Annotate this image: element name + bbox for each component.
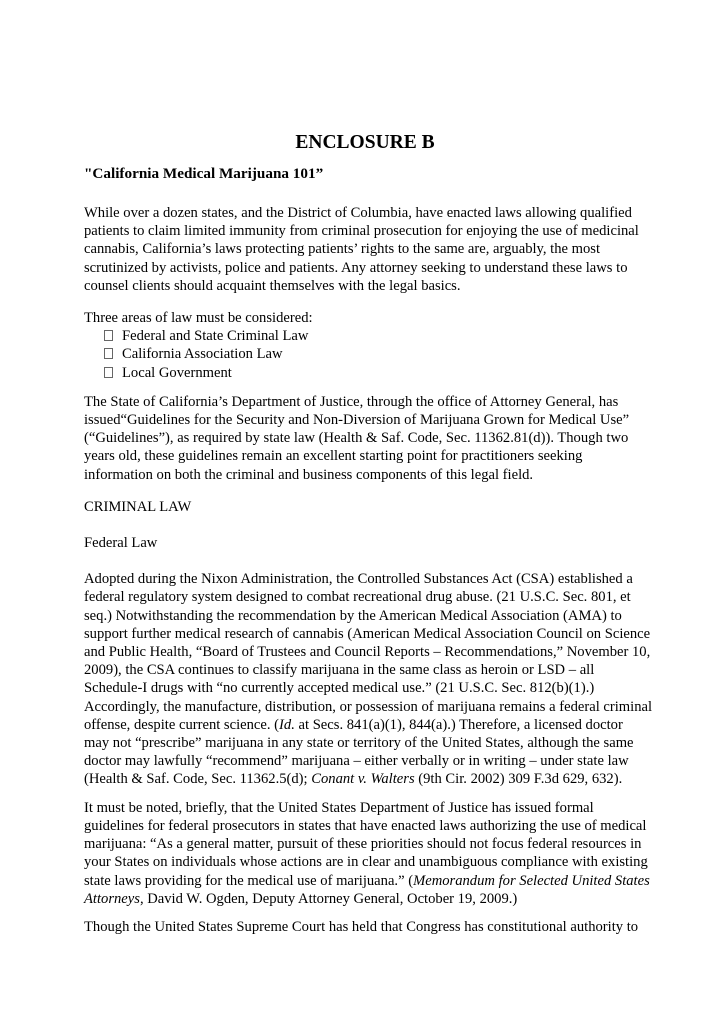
text-line: Adopted during the Nixon Administration, the Controlled Substances Act (CSA) established a xyxy=(84,571,633,588)
text-line: Though the United States Supreme Court has held that Congress has constitutional authority to xyxy=(84,918,639,935)
text-line xyxy=(84,890,646,908)
doj-guidelines-paragraph xyxy=(84,799,650,908)
text-line: (“Guidelines”), as required by state law (Health & Saf. Code, Sec. 11362.81(d)). Though two xyxy=(84,430,629,447)
text-line: seq.) Notwithstanding the recommendation by the American Medical Association (AMA) to xyxy=(84,607,622,624)
list-item-label: Local Government xyxy=(122,364,232,381)
text-line: It must be noted, briefly, that the United States Department of Justice has issued formal xyxy=(84,799,594,816)
text-line: issued“Guidelines for the Security and Non-Diversion of Marijuana Grown for Medical Use” xyxy=(84,412,630,429)
text-line: Schedule-I drugs with “no currently accepted medical use.” (21 U.S.C. Sec. 812(b)(1).) xyxy=(84,680,595,697)
text-line: and Public Health, “Board of Trustees and Council Reports – Recommendations,” November 10, xyxy=(84,644,651,661)
text-segment: offense, despite current science. ( xyxy=(84,716,280,733)
text-line xyxy=(84,716,646,734)
text-line: federal regulatory system designed to combat recreational drug abuse. (21 U.S.C. Sec. 801, et xyxy=(84,589,631,606)
text-line: years old, these guidelines remain an excellent starting point for practitioners seeking xyxy=(84,448,583,465)
text-line: support further medical research of cannabis (American Medical Association Council on Science xyxy=(84,625,651,642)
text-segment: state laws providing for the medical use of marijuana.” ( xyxy=(84,872,414,889)
text-line: scrutinized by activists, police and patients. Any attorney seeking to understand these laws to xyxy=(84,259,628,276)
document-body xyxy=(84,132,653,946)
federal-law-heading: Federal Law xyxy=(84,535,158,552)
text-line: cannabis, California’s laws protecting patients’ rights to the same are, arguably, the most xyxy=(84,241,601,258)
checkbox-bullet-icon xyxy=(104,330,113,341)
document-subtitle: "California Medical Marijuana 101” xyxy=(84,165,324,182)
csa-paragraph xyxy=(84,570,653,788)
text-line: counsel clients should acquaint themselves with the legal basics. xyxy=(84,277,461,294)
checkbox-bullet-icon xyxy=(104,348,113,359)
last-paragraph xyxy=(84,918,646,936)
text-line: guidelines for federal prosecutors in states that have enacted laws authorizing the use of medical xyxy=(84,817,647,834)
list-item xyxy=(84,345,646,363)
text-segment: (9th Cir. 2002) 309 F.3d 629, 632). xyxy=(414,771,623,788)
list-item-label: California Association Law xyxy=(122,346,283,363)
text-segment: at Secs. 841(a)(1), 844(a).) Therefore, a licensed doctor xyxy=(294,716,623,733)
memo-title: Attorneys xyxy=(84,890,140,907)
text-line: information on both the criminal and business components of this legal field. xyxy=(84,466,534,483)
text-line: doctor may lawfully “recommend” marijuana – either verbally or in writing – under state law xyxy=(84,753,629,770)
text-segment: (Health & Saf. Code, Sec. 11362.5(d); xyxy=(84,771,312,788)
doj-paragraph xyxy=(84,393,646,484)
enclosure-title: ENCLOSURE B xyxy=(295,132,435,153)
checkbox-bullet-icon xyxy=(104,367,113,378)
text-segment: , David W. Ogden, Deputy Attorney General, October 19, 2009.) xyxy=(139,890,518,907)
text-line: 2009), the CSA continues to classify marijuana in the same class as heroin or LSD – all xyxy=(84,662,595,679)
text-line: may not “prescribe” marijuana in any state or territory of the United States, although the same xyxy=(84,735,634,752)
text-line: your States on individuals whose actions are in clear and unambiguous compliance with existing xyxy=(84,854,648,871)
text-line: Accordingly, the manufacture, distribution, or possession of marijuana remains a federal criminal xyxy=(84,698,653,715)
criminal-law-heading: CRIMINAL LAW xyxy=(84,498,192,515)
memo-title: Memorandum for Selected United States xyxy=(413,872,650,889)
intro-paragraph xyxy=(84,204,646,295)
list-item-label: Federal and State Criminal Law xyxy=(122,328,309,345)
case-name: Conant v. Walters xyxy=(311,771,415,788)
areas-list xyxy=(84,327,646,382)
text-line: patients to claim limited immunity from criminal prosecution for enjoying the use of medicinal xyxy=(84,223,639,240)
text-line xyxy=(84,770,646,788)
text-line: marijuana: “As a general matter, pursuit of these priorities should not focus federal resources in xyxy=(84,836,642,853)
areas-intro: Three areas of law must be considered: xyxy=(84,310,313,327)
list-item xyxy=(84,327,646,345)
citation-id: Id. xyxy=(279,716,295,733)
text-line xyxy=(84,872,650,890)
text-line: While over a dozen states, and the District of Columbia, have enacted laws allowing qualified xyxy=(84,205,632,221)
list-item xyxy=(84,364,646,382)
text-line: The State of California’s Department of Justice, through the office of Attorney General, has xyxy=(84,393,619,410)
